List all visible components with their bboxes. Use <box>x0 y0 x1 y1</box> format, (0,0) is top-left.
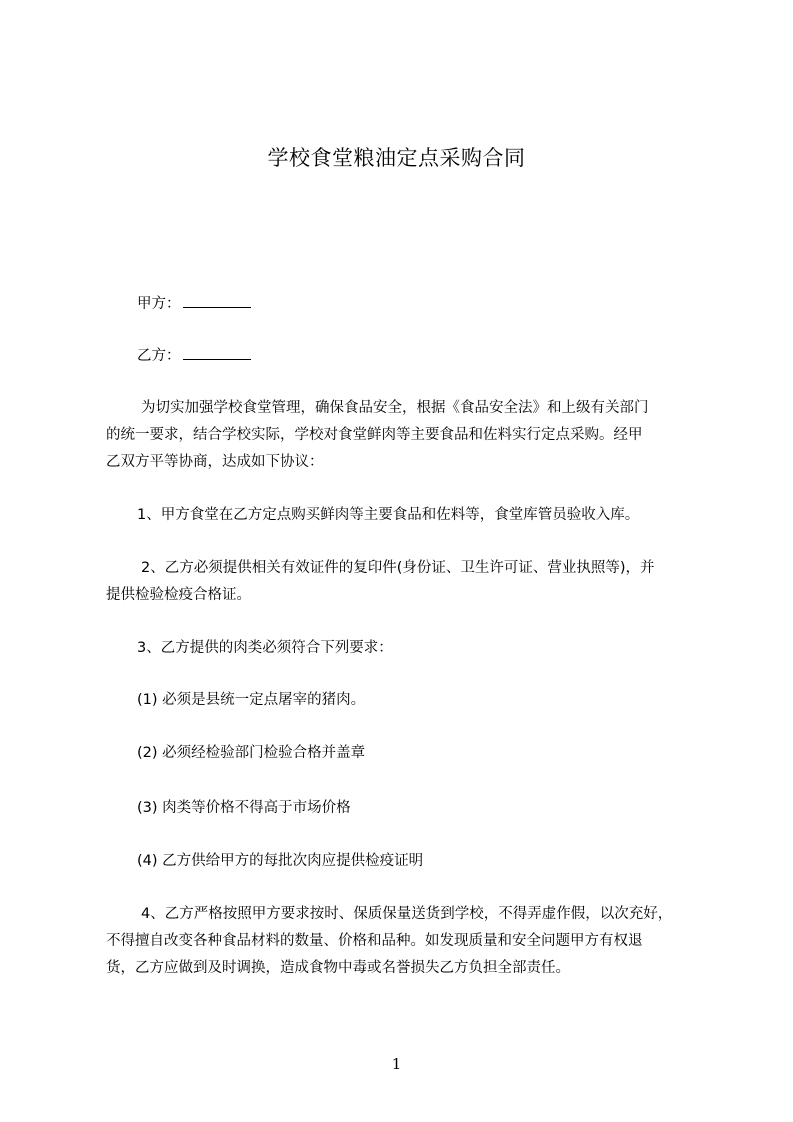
intro-line-2: 的统一要求，结合学校实际，学校对食堂鲜肉等主要食品和佐料实行定点采购。经甲 <box>106 427 643 443</box>
sub-item-2: (2) 必须经检验部门检验合格并盖章 <box>137 745 366 761</box>
intro-line-1: 为切实加强学校食堂管理，确保食品安全，根据《食品安全法》和上级有关部门 <box>141 400 649 416</box>
party-a-label: 甲方： <box>137 296 181 312</box>
clause-3: 3、乙方提供的肉类必须符合下列要求： <box>137 640 393 656</box>
intro-line-3: 乙双方平等协商，达成如下协议： <box>106 454 324 470</box>
party-a-blank <box>183 293 251 308</box>
sub-item-1: (1) 必须是县统一定点屠宰的猪肉。 <box>137 692 366 708</box>
sub-item-3: (3) 肉类等价格不得高于市场价格 <box>137 800 351 816</box>
document-title: 学校食堂粮油定点采购合同 <box>267 146 526 170</box>
clause-2-line-1: 2、乙方必须提供相关有效证件的复印件(身份证、卫生许可证、营业执照等)，并 <box>141 560 655 576</box>
sub-item-4: (4) 乙方供给甲方的每批次肉应提供检疫证明 <box>137 853 424 869</box>
clause-4-line-3: 货，乙方应做到及时调换，造成食物中毒或名誉损失乙方负担全部责任。 <box>106 960 570 976</box>
clause-4-line-2: 不得擅自改变各种食品材料的数量、价格和品种。如发现质量和安全问题甲方有权退 <box>106 933 643 949</box>
clause-4-line-1: 4、乙方严格按照甲方要求按时、保质保量送货到学校，不得弄虚作假，以次充好， <box>141 906 673 922</box>
clause-1: 1、甲方食堂在乙方定点购买鲜肉等主要食品和佐料等，食堂库管员验收入库。 <box>137 507 640 523</box>
page-number: 1 <box>391 1055 402 1073</box>
party-b-blank <box>183 345 251 360</box>
party-b-label: 乙方： <box>137 348 181 364</box>
party-a-line <box>137 293 251 314</box>
clause-2-line-2: 提供检验检疫合格证。 <box>106 587 251 603</box>
party-b-line <box>137 345 251 366</box>
